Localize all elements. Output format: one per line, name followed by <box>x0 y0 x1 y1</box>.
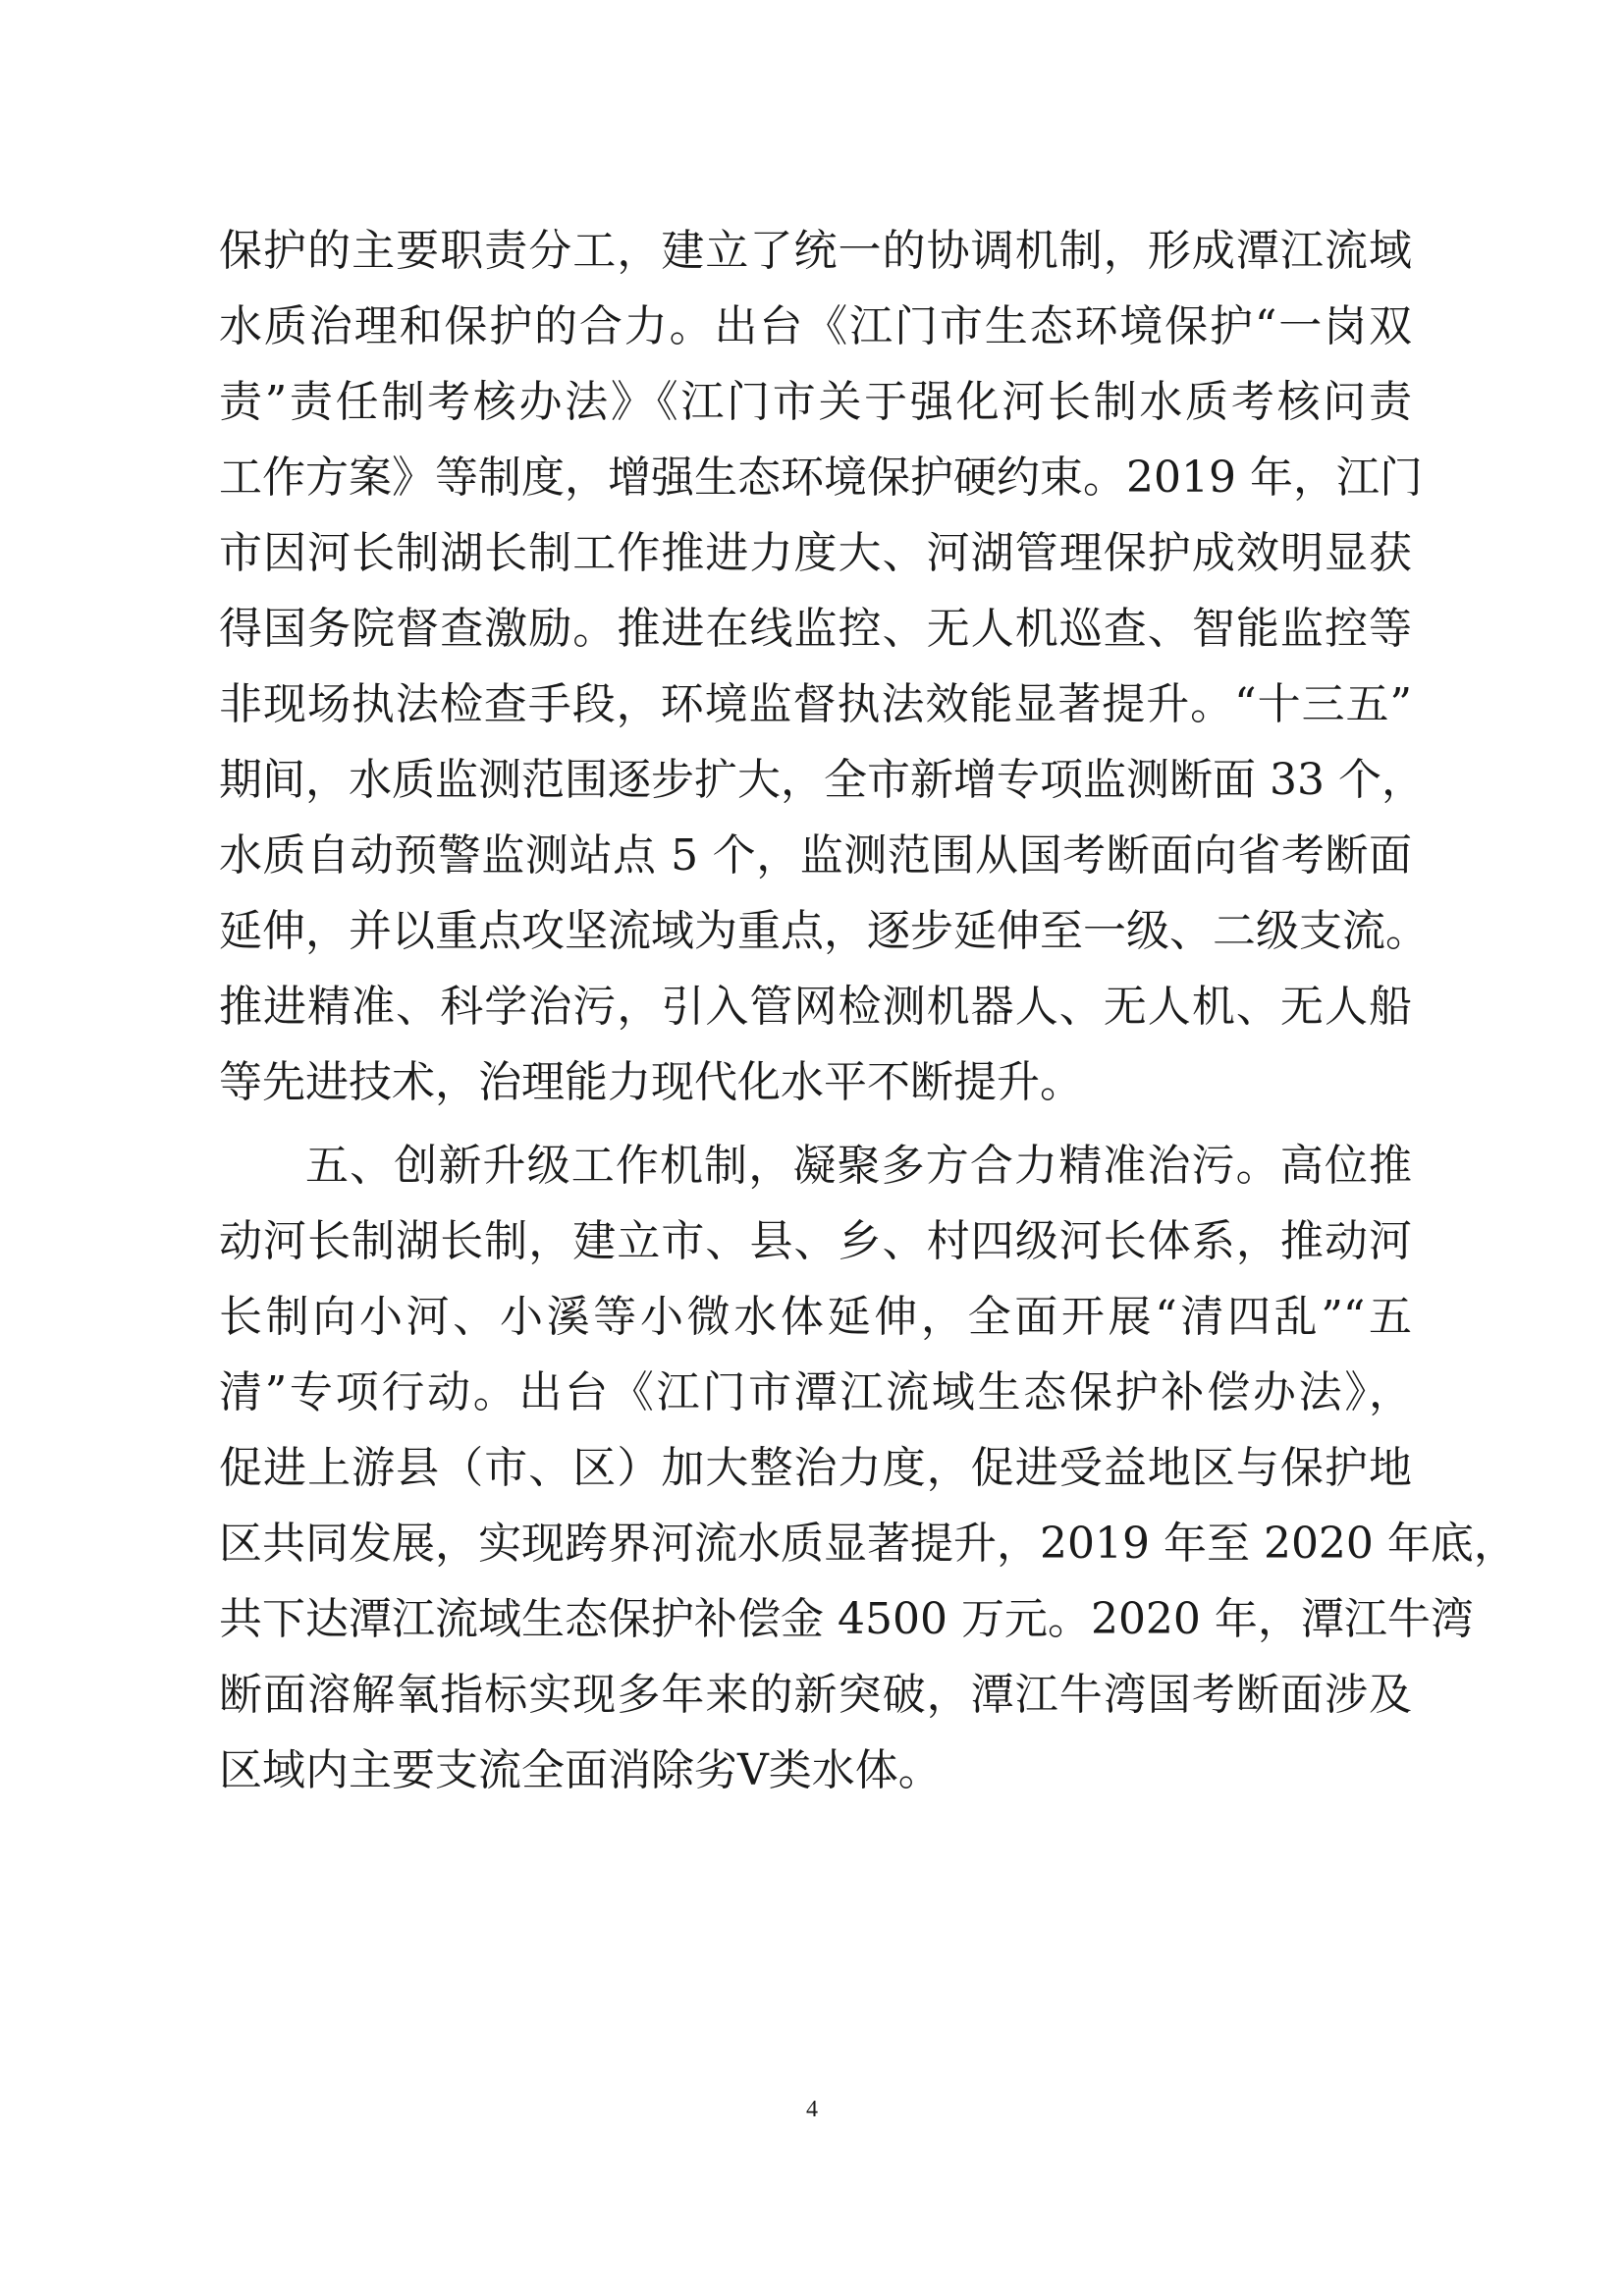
paragraph-1-line-7: 非现场执法检查手段，环境监督执法效能显著提升。“十三五” <box>219 679 1412 729</box>
paragraph-1-line-2: 水质治理和保护的合力。出台《江门市生态环境保护“一岗双 <box>219 301 1412 351</box>
paragraph-1-line-9: 水质自动预警监测站点 5 个，监测范围从国考断面向省考断面 <box>219 830 1412 881</box>
paragraph-1-line-3: 责”责任制考核办法》《江门市关于强化河长制水质考核问责 <box>219 377 1412 427</box>
paragraph-2-line-4: 清”专项行动。出台《江门市潭江流域生态保护补偿办法》， <box>219 1367 1412 1417</box>
paragraph-2-line-5: 促进上游县（市、区）加大整治力度，促进受益地区与保护地 <box>219 1443 1412 1493</box>
paragraph-1-line-8: 期间，水质监测范围逐步扩大，全市新增专项监测断面 33 个， <box>219 755 1425 805</box>
paragraph-1-line-10: 延伸，并以重点攻坚流域为重点，逐步延伸至一级、二级支流。 <box>219 906 1429 956</box>
paragraph-1-line-5: 市因河长制湖长制工作推进力度大、河湖管理保护成效明显获 <box>219 528 1412 578</box>
paragraph-1-line-4: 工作方案》等制度，增强生态环境保护硬约束。2019 年，江门 <box>219 453 1423 503</box>
paragraph-1-line-6: 得国务院督查激励。推进在线监控、无人机巡查、智能监控等 <box>219 604 1412 654</box>
paragraph-2-line-9: 区域内主要支流全面消除劣Ⅴ类水体。 <box>219 1745 942 1795</box>
paragraph-2-line-7: 共下达潭江流域生态保护补偿金 4500 万元。2020 年，潭江牛湾 <box>219 1594 1474 1644</box>
paragraph-1-line-1: 保护的主要职责分工，建立了统一的协调机制，形成潭江流域 <box>219 226 1412 276</box>
paragraph-1-line-12: 等先进技术，治理能力现代化水平不断提升。 <box>219 1057 1083 1107</box>
paragraph-2-line-3: 长制向小河、小溪等小微水体延伸，全面开展“清四乱”“五 <box>219 1292 1412 1342</box>
page-number: 4 <box>806 2097 818 2122</box>
paragraph-2-line-8: 断面溶解氧指标实现多年来的新突破，潭江牛湾国考断面涉及 <box>219 1670 1412 1720</box>
paragraph-2-line-6: 区共同发展，实现跨界河流水质显著提升，2019 年至 2020 年底， <box>219 1519 1517 1569</box>
paragraph-2-line-2: 动河长制湖长制，建立市、县、乡、村四级河长体系，推动河 <box>219 1216 1412 1266</box>
paragraph-1-line-11: 推进精准、科学治污，引入管网检测机器人、无人机、无人船 <box>219 982 1412 1032</box>
paragraph-2-line-1: 五、创新升级工作机制，凝聚多方合力精准治污。高位推 <box>305 1141 1412 1191</box>
